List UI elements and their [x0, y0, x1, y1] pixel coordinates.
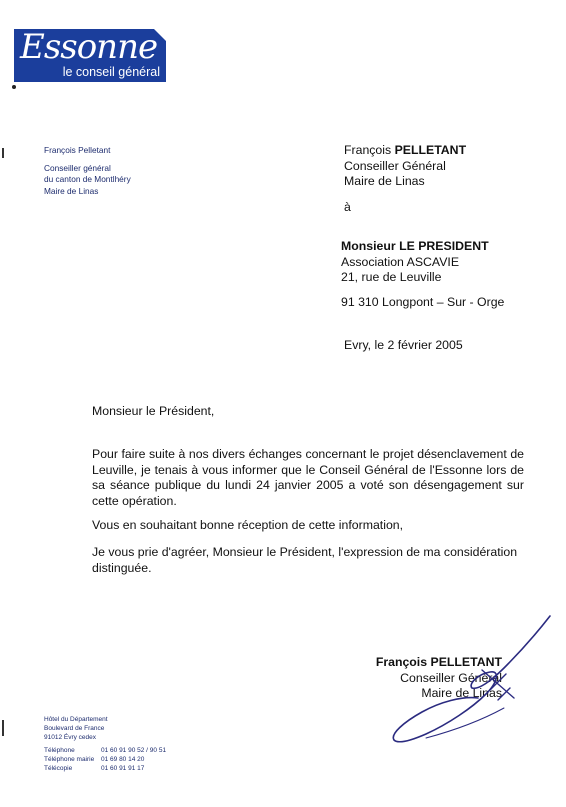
- signature-role: Maire de Linas: [421, 686, 502, 700]
- sender-role: Maire de Linas: [344, 174, 425, 188]
- salutation: Monsieur le Président,: [92, 404, 215, 418]
- margin-mark: [2, 148, 4, 158]
- body-paragraph: Je vous prie d'agréer, Monsieur le Président, l'expression de ma considération distinguée.: [92, 545, 518, 575]
- recipient-city: 91 310 Longpont – Sur - Orge: [341, 295, 505, 309]
- logo-subtitle: le conseil général: [62, 65, 160, 79]
- signature-first-name: François: [375, 655, 428, 669]
- sidebar-name: François Pelletant: [44, 145, 111, 155]
- to-word: à: [344, 200, 351, 214]
- margin-mark: [2, 720, 4, 736]
- sidebar-role: Conseiller général: [44, 162, 111, 173]
- footer-address: [44, 716, 108, 742]
- footer-contact-row: [44, 765, 184, 774]
- sender-name: [344, 143, 466, 159]
- handwritten-signature: [386, 612, 556, 752]
- body-paragraph: Pour faire suite à nos divers échanges concernant le projet désenclavement de Leuville, je tenais à vous informer que le Conseil Général de l'Essonne lors de sa séance publique du lundi 24 janvier 2005 a voté son désengagement sur cette opération.: [92, 447, 524, 508]
- contact-label: Télécopie: [44, 764, 73, 772]
- recipient-line: 21, rue de Leuville: [341, 270, 442, 284]
- contact-value: 01 69 80 14 20: [101, 755, 145, 763]
- contact-value: 01 60 91 90 52 / 90 51: [101, 747, 167, 754]
- footer-contact-row: [44, 747, 184, 756]
- footer-contact-row: [44, 756, 184, 765]
- sender-block: [344, 143, 466, 190]
- contact-label: Téléphone mairie: [44, 755, 95, 763]
- sender-first-name: François: [344, 143, 392, 157]
- bullet-dot: [12, 85, 16, 89]
- footer-contacts: [44, 747, 184, 773]
- recipient-title: Monsieur LE PRESIDENT: [341, 239, 489, 253]
- contact-label: Téléphone: [44, 747, 75, 754]
- contact-value: 01 60 91 91 17: [101, 764, 145, 772]
- footer-address-line: Hôtel du Département: [44, 716, 108, 723]
- place-date: Evry, le 2 février 2005: [344, 338, 463, 352]
- signature-role: Conseiller Général: [400, 670, 502, 685]
- sidebar-role: du canton de Montlhéry: [44, 174, 131, 184]
- body-paragraph: Vous en souhaitant bonne réception de cette information,: [92, 518, 404, 532]
- signature-last-name: PELLETANT: [430, 655, 502, 669]
- logo-corner-mark: [154, 29, 166, 41]
- recipient-line: Association ASCAVIE: [341, 254, 460, 269]
- recipient-block: [341, 239, 489, 286]
- sidebar-role: Maire de Linas: [44, 185, 99, 196]
- logo-script-text: Essonne: [20, 29, 158, 67]
- footer-address-line: 91012 Évry cedex: [44, 733, 97, 741]
- footer-address-line: Boulevard de France: [44, 724, 105, 732]
- essonne-logo: [14, 29, 166, 82]
- sidebar-block: [44, 145, 131, 197]
- sender-last-name: PELLETANT: [394, 143, 467, 157]
- sender-role: Conseiller Général: [344, 158, 446, 173]
